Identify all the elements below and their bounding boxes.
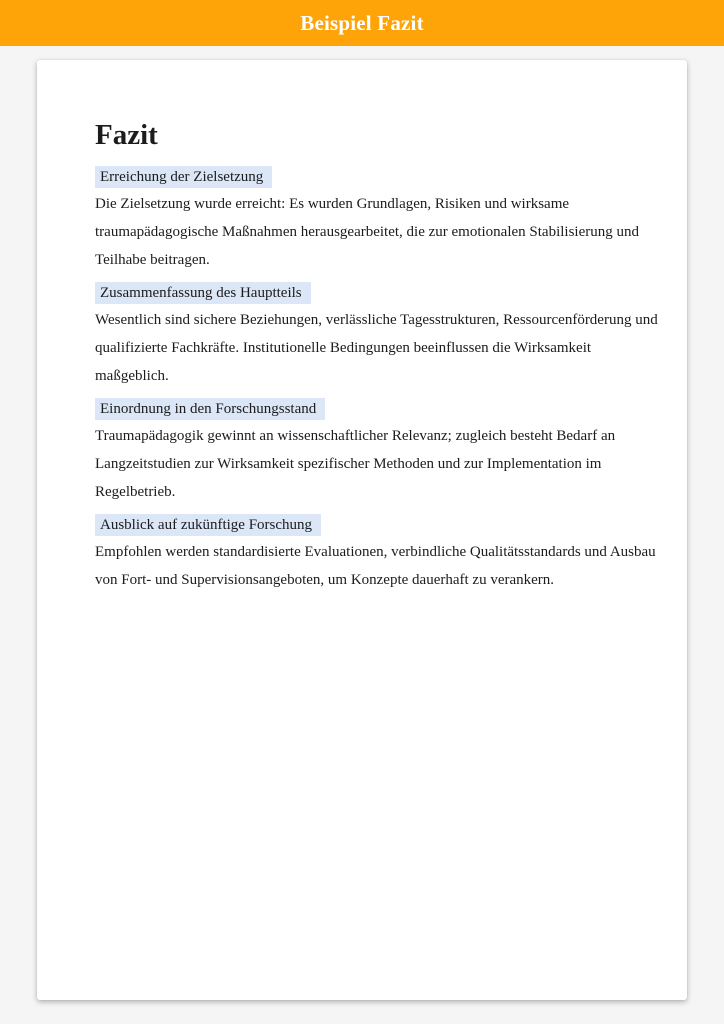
document-section: [95, 166, 663, 274]
section-label-highlight: Einordnung in den Forschungsstand: [95, 398, 325, 420]
section-label-highlight: Zusammenfassung des Hauptteils: [95, 282, 311, 304]
section-label-highlight: Ausblick auf zukünftige Forschung: [95, 514, 321, 536]
document-title: Fazit: [95, 119, 158, 151]
section-paragraph: Empfohlen werden standardisierte Evaluationen, verbindliche Qualitätsstandards und Ausbau von Fort- und Supervisionsangeboten, um Konzepte dauerhaft zu verankern.: [95, 543, 656, 588]
document-page: [37, 60, 687, 1000]
section-label-highlight: Erreichung der Zielsetzung: [95, 166, 272, 188]
document-section: [95, 514, 663, 594]
document-section: [95, 398, 663, 506]
app-header: [0, 0, 724, 46]
document-section: [95, 282, 663, 390]
section-paragraph: Wesentlich sind sichere Beziehungen, verlässliche Tagesstrukturen, Ressourcenförderung und qualifizierte Fachkräfte. Institutionelle Bedingungen beeinflussen die Wirksamkeit maßgeblich.: [95, 311, 658, 384]
app-title: Beispiel Fazit: [300, 10, 424, 35]
section-paragraph: Die Zielsetzung wurde erreicht: Es wurden Grundlagen, Risiken und wirksame traumapädagogische Maßnahmen herausgearbeitet, die zur emotionalen Stabilisierung und Teilhabe beitragen.: [95, 195, 639, 268]
section-paragraph: Traumapädagogik gewinnt an wissenschaftlicher Relevanz; zugleich besteht Bedarf an Langzeitstudien zur Wirksamkeit spezifischer Methoden und zur Implementation im Regelbetrieb.: [95, 427, 616, 500]
